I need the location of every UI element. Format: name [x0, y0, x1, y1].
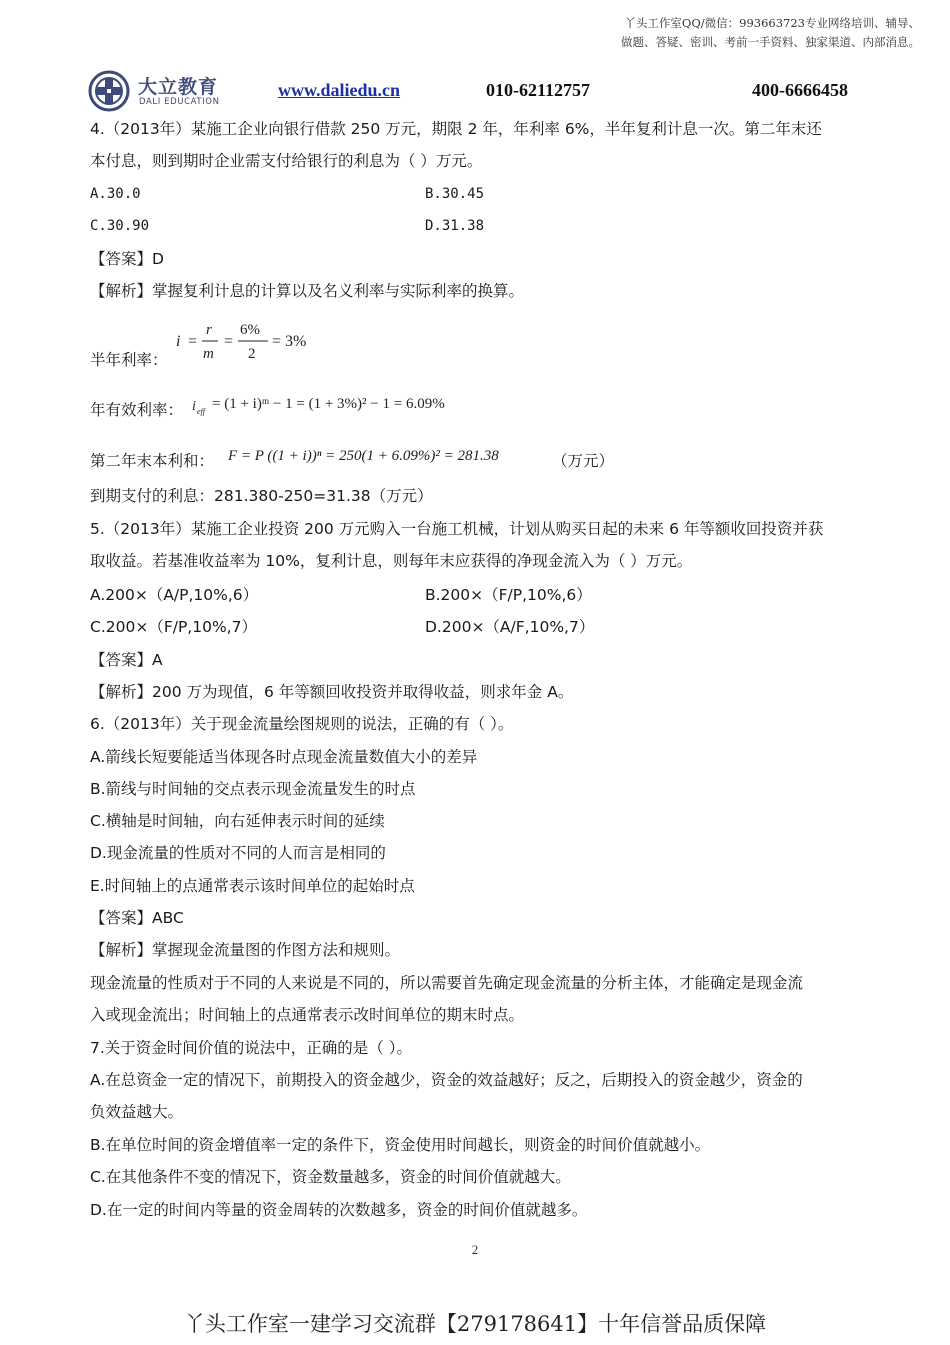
formula1-m: m	[203, 346, 214, 362]
q6-stem: 6.（2013年）关于现金流量绘图规则的说法，正确的有（ ）。	[90, 715, 514, 733]
logo-emblem-icon	[88, 70, 130, 112]
page-number: 2	[471, 1242, 479, 1257]
q7-stem: 7.关于资金时间价值的说法中，正确的是（ ）。	[90, 1039, 412, 1057]
svg-text:=: =	[224, 333, 234, 350]
footer-banner: 丫头工作室一建学习交流群【279178641】十年信誉品质保障	[183, 1312, 767, 1336]
q4-stem-line2: 本付息，则到期时企业需支付给银行的利息为（ ）万元。	[90, 152, 483, 170]
q5-analysis: 【解析】200 万为现值，6 年等额回收投资并取得收益，则求年金 A。	[90, 683, 574, 701]
header-note-line2: 做题、答疑、密训、考前一手资料、独家渠道、内部消息。	[621, 35, 920, 49]
q6-option-d: D.现金流量的性质对不同的人而言是相同的	[90, 844, 386, 862]
q4-option-c: C.30.90	[90, 218, 150, 234]
q4-interest-line: 到期支付的利息：281.380-250=31.38（万元）	[90, 487, 433, 505]
formula1-two: 2	[248, 346, 256, 362]
q4-eff-rate-label: 年有效利率：	[90, 401, 184, 419]
q4-analysis: 【解析】掌握复利计息的计算以及名义利率与实际利率的换算。	[90, 282, 525, 300]
q6-explain-line2: 入或现金流出；时间轴上的点通常表示改时间单位的期末时点。	[90, 1006, 525, 1024]
q4-option-a: A.30.0	[90, 186, 141, 202]
q5-option-a: A.200×（A/P,10%,6）	[90, 586, 259, 604]
half-rate-formula	[172, 318, 322, 372]
header-note	[520, 14, 920, 52]
q6-option-a: A.箭线长短要能适当体现各时点现金流量数值大小的差异	[90, 748, 478, 766]
formula1-result: = 3%	[272, 333, 307, 350]
final-amount-formula	[226, 441, 556, 475]
svg-text:eff: eff	[197, 407, 205, 416]
q4-unit-label: （万元）	[552, 452, 615, 470]
eff-rate-formula	[190, 390, 510, 424]
q4-option-d: D.31.38	[425, 218, 485, 234]
formula1-r: r	[206, 322, 212, 338]
website-link[interactable]: www.daliedu.cn	[278, 80, 401, 100]
formula3-text: F = P ((1 + i))ⁿ = 250(1 + 6.09%)² = 281.38	[228, 448, 499, 464]
logo-text-en: DALI EDUCATION	[139, 97, 220, 107]
q4-stem-line1: 4.（2013年）某施工企业向银行借款 250 万元，期限 2 年，年利率 6%，半年复利计息一次。第二年末还	[90, 120, 822, 138]
q5-option-b: B.200×（F/P,10%,6）	[425, 586, 592, 604]
phone-number-2: 400-6666458	[752, 80, 848, 100]
header-note-line1: 丫头工作室QQ/微信：993663723专业网络培训、辅导、	[624, 16, 920, 30]
q6-option-e: E.时间轴上的点通常表示该时间单位的起始时点	[90, 877, 415, 895]
q5-stem-line2: 取收益。若基准收益率为 10%，复利计息，则每年末应获得的净现金流入为（ ）万元。	[90, 552, 693, 570]
q5-option-d: D.200×（A/F,10%,7）	[425, 618, 595, 636]
formula2-text: = (1 + i)ᵐ − 1 = (1 + 3%)² − 1 = 6.09%	[212, 396, 445, 412]
q6-answer: 【答案】ABC	[90, 909, 184, 927]
q7-option-c: C.在其他条件不变的情况下，资金数量越多，资金的时间价值就越大。	[90, 1168, 571, 1186]
q4-option-b: B.30.45	[425, 186, 485, 202]
q7-option-b: B.在单位时间的资金增值率一定的条件下，资金使用时间越长，则资金的时间价值就越小。	[90, 1136, 711, 1154]
q5-answer: 【答案】A	[90, 651, 163, 669]
q6-analysis: 【解析】掌握现金流量图的作图方法和规则。	[90, 941, 401, 959]
q4-final-label: 第二年末本利和：	[90, 452, 215, 470]
q7-option-d: D.在一定的时间内等量的资金周转的次数越多，资金的时间价值就越多。	[90, 1201, 588, 1219]
phone-number-1: 010-62112757	[486, 80, 591, 100]
q6-explain-line1: 现金流量的性质对于不同的人来说是不同的，所以需要首先确定现金流量的分析主体，才能确定是现金流	[90, 974, 804, 992]
q5-stem-line1: 5.（2013年）某施工企业投资 200 万元购入一台施工机械，计划从购买日起的未来 6 年等额收回投资并获	[90, 520, 824, 538]
formula1-pct: 6%	[240, 322, 260, 338]
svg-text:i: i	[192, 399, 196, 414]
q7-option-a-line1: A.在总资金一定的情况下，前期投入的资金越少，资金的效益越好；反之，后期投入的资金越少，资金的	[90, 1071, 803, 1089]
formula1-i: i	[176, 333, 181, 350]
q4-answer: 【答案】D	[90, 250, 164, 268]
logo-text-cn: 大立教育	[138, 76, 219, 98]
q7-option-a-line2: 负效益越大。	[90, 1103, 184, 1121]
q5-option-c: C.200×（F/P,10%,7）	[90, 618, 257, 636]
svg-text:=: =	[188, 333, 198, 350]
q4-half-rate-label: 半年利率：	[90, 351, 168, 369]
q6-option-b: B.箭线与时间轴的交点表示现金流量发生的时点	[90, 780, 416, 798]
logo	[88, 70, 248, 114]
q6-option-c: C.横轴是时间轴，向右延伸表示时间的延续	[90, 812, 385, 830]
